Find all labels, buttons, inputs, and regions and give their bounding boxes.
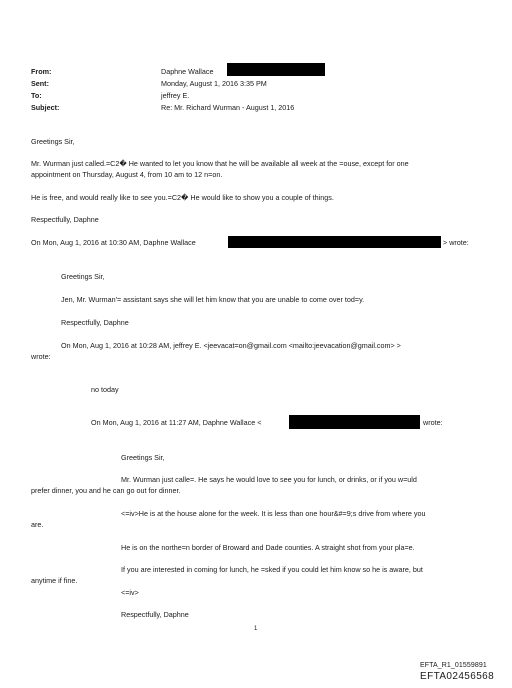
quote3-paragraph-line: Mr. Wurman just calle=. He says he would love to see you for lunch, or drinks, or if you w=uld: [121, 475, 417, 484]
to-value: jeffrey E.: [161, 91, 190, 100]
quote3-intro-end: wrote:: [423, 418, 443, 427]
redaction-bar: [289, 415, 420, 429]
quote3-intro: On Mon, Aug 1, 2016 at 11:27 AM, Daphne Wallace <: [91, 418, 262, 427]
msg1-greeting: Greetings Sir,: [31, 137, 75, 146]
from-label: From:: [31, 67, 52, 76]
bates-ref-small: EFTA_R1_01559891: [420, 662, 487, 669]
msg1-paragraph: He is free, and would really like to see you.=C2� He would like to show you a couple of things.: [31, 193, 334, 202]
bates-ref-large: EFTA02456568: [420, 671, 495, 682]
sent-label: Sent:: [31, 79, 49, 88]
msg1-paragraph-line: appointment on Thursday, August 4, from 10 am to 12 n=on.: [31, 170, 223, 179]
quote3-paragraph-line: anytime if fine.: [31, 576, 78, 585]
redaction-bar: [228, 236, 441, 248]
quote3-paragraph-line: <=iv>He is at the house alone for the week. It is less than one hour&#=9;s drive from where you: [121, 509, 426, 518]
quote3-div-tag: <=iv>: [121, 588, 139, 597]
quote1-intro-end: > wrote:: [443, 238, 469, 247]
quote2-intro-wrap: wrote:: [31, 352, 51, 361]
to-label: To:: [31, 91, 42, 100]
subject-label: Subject:: [31, 103, 60, 112]
quote1-greeting: Greetings Sir,: [61, 272, 105, 281]
quote3-greeting: Greetings Sir,: [121, 453, 165, 462]
page-number: 1: [254, 626, 258, 632]
msg1-signoff: Respectfully, Daphne: [31, 215, 99, 224]
sent-value: Monday, August 1, 2016 3:35 PM: [161, 79, 267, 88]
quote3-signoff: Respectfully, Daphne: [121, 610, 189, 619]
quote1-signoff: Respectfully, Daphne: [61, 318, 129, 327]
subject-value: Re: Mr. Richard Wurman - August 1, 2016: [161, 103, 295, 112]
quote3-paragraph-line: If you are interested in coming for lunch, he =sked if you could let him know so he is aware, but: [121, 565, 423, 574]
msg1-paragraph-line: Mr. Wurman just called.=C2� He wanted to let you know that he will be available all week at the =ouse, except for one: [31, 159, 409, 168]
quote1-paragraph: Jen, Mr. Wurman'= assistant says she will let him know that you are unable to come over tod=y.: [61, 295, 365, 304]
quote3-paragraph-line: prefer dinner, you and he can go out for dinner.: [31, 486, 181, 495]
quote3-paragraph: He is on the northe=n border of Broward and Dade counties. A straight shot from your pla=e.: [121, 543, 415, 552]
quote3-paragraph-line: are.: [31, 520, 44, 529]
quote2-body: no today: [91, 385, 119, 394]
quote1-intro: On Mon, Aug 1, 2016 at 10:30 AM, Daphne Wallace: [31, 238, 196, 247]
quote2-intro: On Mon, Aug 1, 2016 at 10:28 AM, jeffrey E. <jeevacat=on@gmail.com <mailto:jeevacation@gmail.com> >: [61, 341, 401, 350]
from-value: Daphne Wallace: [161, 67, 214, 76]
redaction-bar: [227, 63, 325, 76]
